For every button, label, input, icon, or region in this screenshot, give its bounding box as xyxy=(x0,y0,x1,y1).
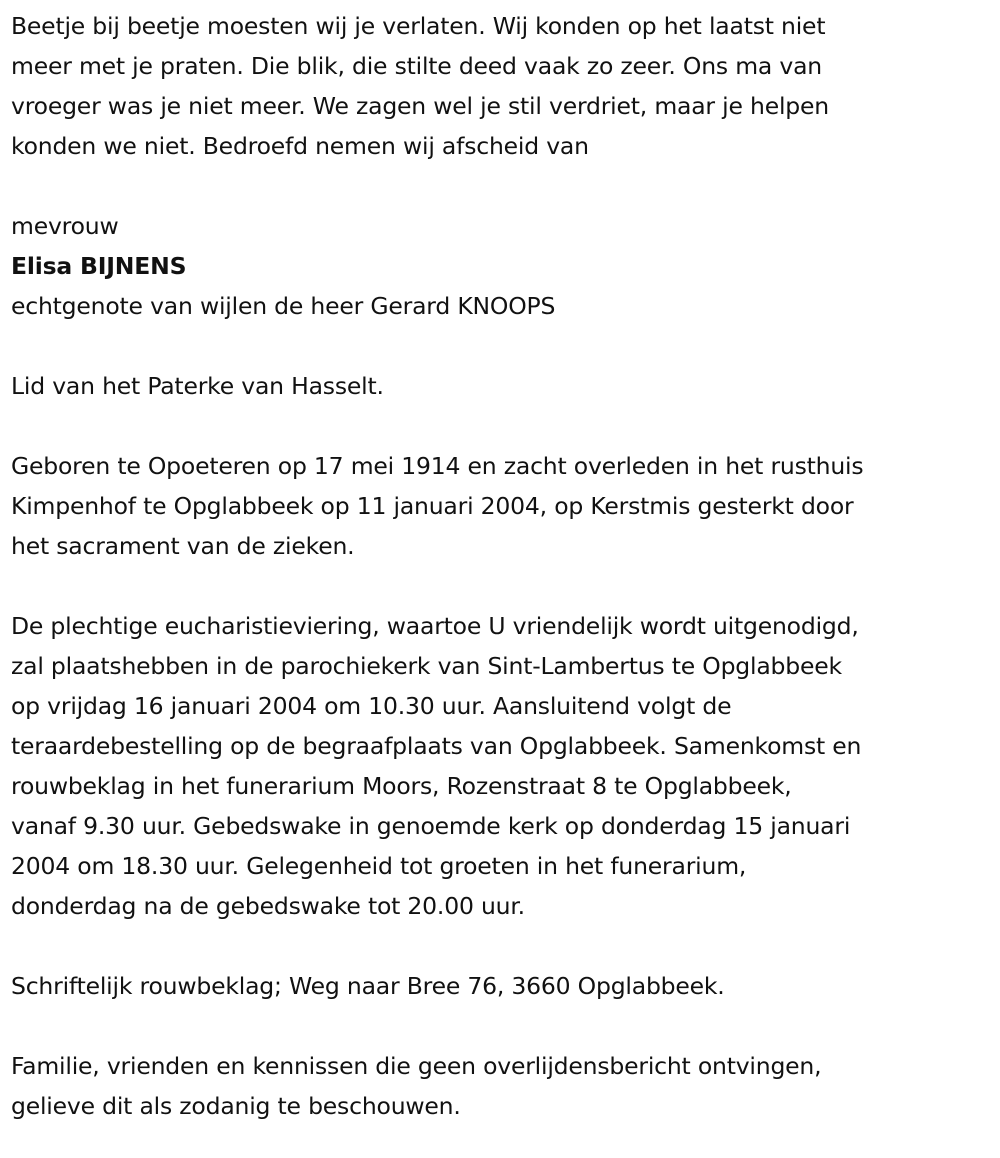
spacer xyxy=(11,406,993,446)
spacer xyxy=(11,1006,993,1046)
salutation: mevrouw xyxy=(11,212,119,240)
condolence-address: Schriftelijk rouwbeklag; Weg naar Bree 76, 3660 Opglabbeek. xyxy=(11,972,725,1000)
spacer xyxy=(11,566,993,606)
spacer xyxy=(11,926,993,966)
intro-paragraph: Beetje bij beetje moesten wij je verlaten. Wij konden op het laatst niet meer met je praten. Die blik, die stilte deed vaak zo zeer. Ons ma van vroeger was je niet meer. We zagen wel je stil verdriet, maar je helpen konden we niet. Bedroefd nemen wij afscheid van xyxy=(11,12,829,160)
membership-line: Lid van het Paterke van Hasselt. xyxy=(11,372,384,400)
spouse-line: echtgenote van wijlen de heer Gerard KNOOPS xyxy=(11,292,556,320)
closing-paragraph: Familie, vrienden en kennissen die geen overlijdensbericht ontvingen, gelieve dit als zodanig te beschouwen. xyxy=(11,1052,822,1120)
deceased-name: Elisa BIJNENS xyxy=(11,252,187,280)
ceremony-paragraph: De plechtige eucharistieviering, waartoe U vriendelijk wordt uitgenodigd, zal plaatshebben in de parochiekerk van Sint-Lambertus te Opglabbeek op vrijdag 16 januari 2004 om 10.30 uur. Aansluitend volgt de teraardebestelling op de begraafplaats van Opglabbeek. Samenkomst en rouwbeklag in het funerarium Moors, Rozenstraat 8 te Opglabbeek, vanaf 9.30 uur. Gebedswake in genoemde kerk op donderdag 15 januari 2004 om 18.30 uur. Gelegenheid tot groeten in het funerarium, donderdag na de gebedswake tot 20.00 uur. xyxy=(11,612,862,920)
spacer xyxy=(11,166,993,206)
obituary-notice xyxy=(11,6,993,1126)
birth-death-paragraph: Geboren te Opoeteren op 17 mei 1914 en zacht overleden in het rusthuis Kimpenhof te Opglabbeek op 11 januari 2004, op Kerstmis gesterkt door het sacrament van de zieken. xyxy=(11,452,864,560)
spacer xyxy=(11,326,993,366)
